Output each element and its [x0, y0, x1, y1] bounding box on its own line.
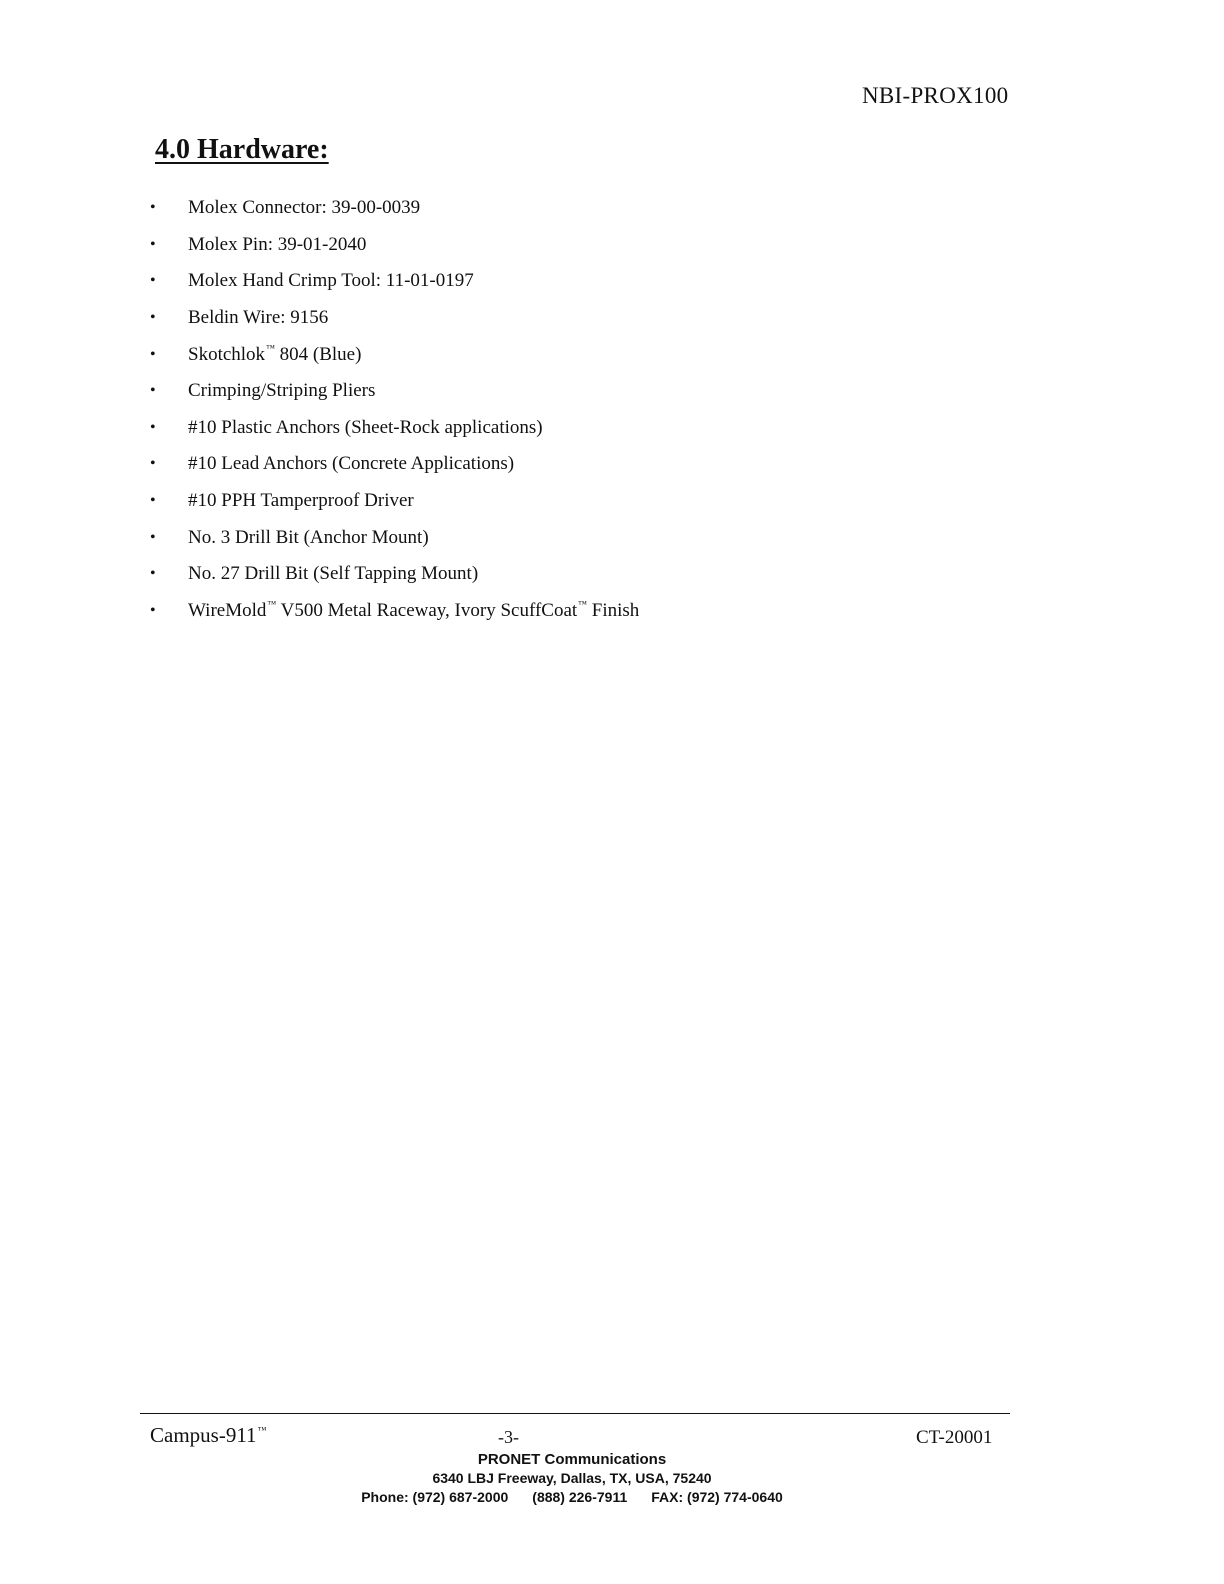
document-id: NBI-PROX100: [862, 83, 1009, 108]
bullet-icon: •: [150, 565, 156, 583]
list-item-text: Crimping/Striping Pliers: [188, 380, 376, 402]
phone-number: Phone: (972) 687-2000: [361, 1489, 509, 1505]
company-contact: [300, 1488, 844, 1507]
bullet-icon: •: [150, 601, 156, 619]
toll-free-number: (888) 226-7911: [532, 1489, 628, 1505]
list-item-text: No. 3 Drill Bit (Anchor Mount): [188, 526, 429, 548]
trademark-symbol: ™: [257, 1425, 267, 1435]
product-name: WireMold: [188, 600, 267, 622]
bullet-icon: •: [150, 492, 156, 510]
list-item-text: Molex Pin: 39-01-2040: [188, 233, 367, 255]
list-item-text-end: Finish: [587, 600, 640, 622]
list-item: [150, 263, 639, 300]
list-item: [150, 593, 639, 630]
product-name: Skotchlok: [188, 344, 266, 366]
list-item-text: [188, 343, 361, 366]
bullet-icon: •: [150, 345, 156, 363]
list-item: [150, 190, 639, 227]
list-item-text: No. 27 Drill Bit (Self Tapping Mount): [188, 563, 479, 585]
footer-product: [150, 1423, 266, 1448]
section-heading: 4.0 Hardware:: [155, 134, 329, 165]
list-item: [150, 556, 639, 593]
trademark-symbol: ™: [266, 343, 275, 354]
trademark-symbol: ™: [578, 599, 587, 610]
bullet-icon: •: [150, 309, 156, 327]
list-item-text: [188, 599, 639, 622]
footer-product-name: Campus-911: [150, 1423, 257, 1447]
company-name: PRONET Communications: [477, 1451, 667, 1468]
bullet-icon: •: [150, 418, 156, 436]
list-item-text: #10 Lead Anchors (Concrete Applications): [188, 453, 515, 475]
list-item: [150, 410, 639, 447]
list-item: [150, 446, 639, 483]
hardware-list: [150, 190, 639, 629]
list-item-text-rest: V500 Metal Raceway, Ivory ScuffCoat: [276, 600, 578, 622]
list-item: [150, 336, 639, 373]
list-item-text: Molex Connector: 39-00-0039: [188, 197, 421, 219]
list-item: [150, 519, 639, 556]
trademark-symbol: ™: [267, 599, 277, 610]
bullet-icon: •: [150, 455, 156, 473]
bullet-icon: •: [150, 528, 156, 546]
bullet-icon: •: [150, 235, 156, 253]
list-item-text: #10 PPH Tamperproof Driver: [188, 490, 414, 512]
list-item-text-rest: 804 (Blue): [274, 344, 362, 366]
list-item: [150, 227, 639, 264]
bullet-icon: •: [150, 199, 156, 217]
list-item-text: Molex Hand Crimp Tool: 11-01-0197: [188, 270, 474, 292]
fax-number: FAX: (972) 774-0640: [651, 1489, 783, 1505]
list-item: [150, 300, 639, 337]
list-item-text: Beldin Wire: 9156: [188, 307, 329, 329]
company-address: 6340 LBJ Freeway, Dallas, TX, USA, 75240: [432, 1470, 712, 1486]
page-number: -3-: [498, 1427, 519, 1447]
footer-divider: [140, 1413, 1010, 1414]
bullet-icon: •: [150, 382, 156, 400]
company-info: [300, 1450, 844, 1507]
list-item: [150, 373, 639, 410]
bullet-icon: •: [150, 272, 156, 290]
list-item-text: #10 Plastic Anchors (Sheet-Rock applications): [188, 416, 543, 438]
list-item: [150, 483, 639, 520]
footer-doc-code: CT-20001: [916, 1427, 993, 1448]
